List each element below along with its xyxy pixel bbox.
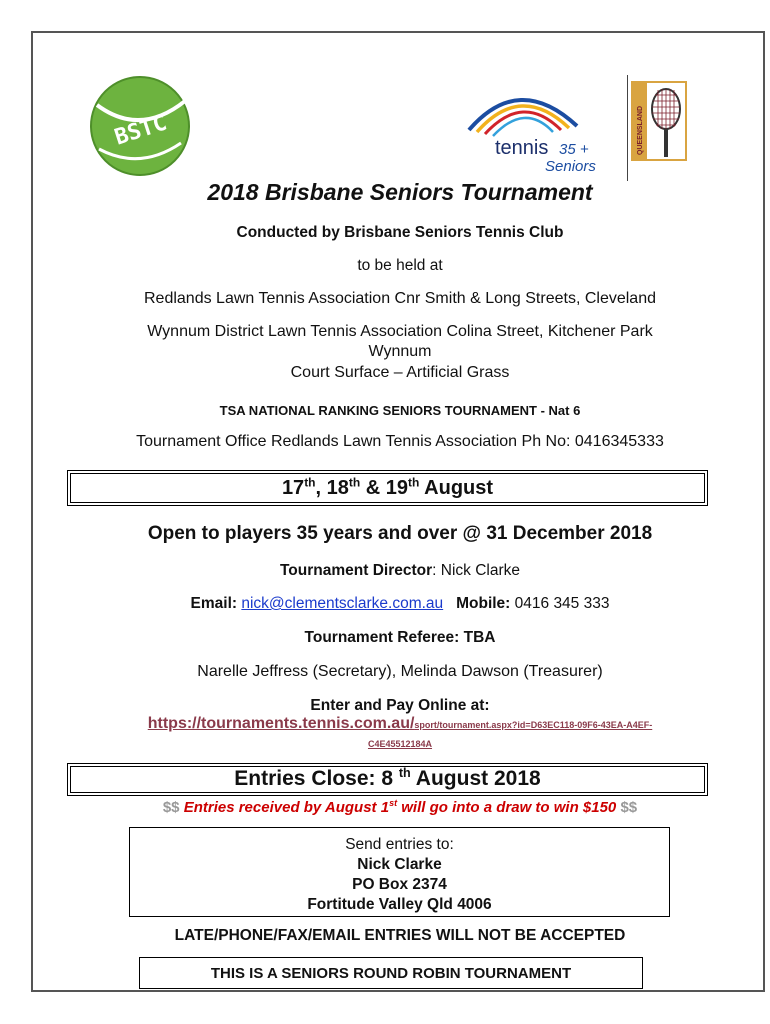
tournament-dates: 17th, 18th & 19th August (281, 475, 494, 499)
tennis-logo-seniors: Seniors (545, 158, 596, 172)
court-surface: Court Surface – Artificial Grass (290, 364, 510, 381)
held-at: to be held at (357, 257, 443, 274)
venue-wynnum-line2: Wynnum (368, 343, 432, 360)
tournament-office: Tournament Office Redlands Lawn Tennis Association Ph No: 0416345333 (136, 433, 664, 450)
logo-divider (627, 75, 628, 181)
conducted-by: Conducted by Brisbane Seniors Tennis Club (236, 224, 564, 241)
entries-close-text: Entries Close: 8 $^{th}$ August 2018 (234, 766, 541, 790)
dates-box (67, 470, 708, 506)
email-link[interactable]: nick@clementsclarke.com.au (241, 595, 444, 612)
registration-link[interactable]: https://tournaments.tennis.com.au/sport/tournament.aspx?id=D63EC118-09F6-43EA-A4EF- C4E45512184A (147, 715, 653, 749)
director-line: Tournament Director: Nick Clarke (279, 562, 520, 579)
late-entries-notice: LATE/PHONE/FAX/EMAIL ENTRIES WILL NOT BE ACCEPTED (174, 927, 626, 944)
queensland-logo (631, 81, 687, 161)
early-entry-draw: $$ Entries received by August 1st will go into a draw to win $150 $$ (162, 798, 638, 816)
round-robin-notice: THIS IS A SENIORS ROUND ROBIN TOURNAMENT (210, 965, 572, 982)
send-name: Nick Clarke (357, 856, 442, 873)
send-entries-box (129, 827, 670, 917)
eligibility: Open to players 35 years and over @ 31 December 2018 (147, 523, 653, 544)
officials-line: Narelle Jeffress (Secretary), Melinda Dawson (Treasurer) (197, 663, 603, 680)
venue-redlands: Redlands Lawn Tennis Association Cnr Smith & Long Streets, Cleveland (144, 290, 656, 307)
venue-wynnum-line1: Wynnum District Lawn Tennis Association Colina Street, Kitchener Park (147, 323, 653, 340)
tennis-logo-word: tennis (495, 137, 549, 159)
contact-line: Email: nick@clementsclarke.com.au Mobile: 0416 345 333 (190, 595, 610, 612)
ranking-line: TSA NATIONAL RANKING SENIORS TOURNAMENT - Nat 6 (219, 403, 581, 418)
send-label: Send entries to: (345, 836, 454, 853)
bstc-logo-text: BSTC (111, 110, 170, 151)
entries-close-box (67, 763, 708, 796)
flyer-page (31, 31, 765, 992)
send-suburb: Fortitude Valley Qld 4006 (307, 896, 492, 913)
send-po-box: PO Box 2374 (352, 876, 447, 893)
bstc-logo (89, 75, 191, 177)
referee-line: Tournament Referee: TBA (304, 629, 496, 646)
round-robin-box (139, 957, 643, 989)
enter-online-label: Enter and Pay Online at: (310, 697, 490, 714)
page-title: 2018 Brisbane Seniors Tournament (207, 179, 593, 205)
tennis-seniors-logo (459, 82, 607, 172)
tennis-logo-age: 35 + (559, 141, 589, 158)
qld-logo-text: QUEENSLAND (637, 105, 644, 155)
